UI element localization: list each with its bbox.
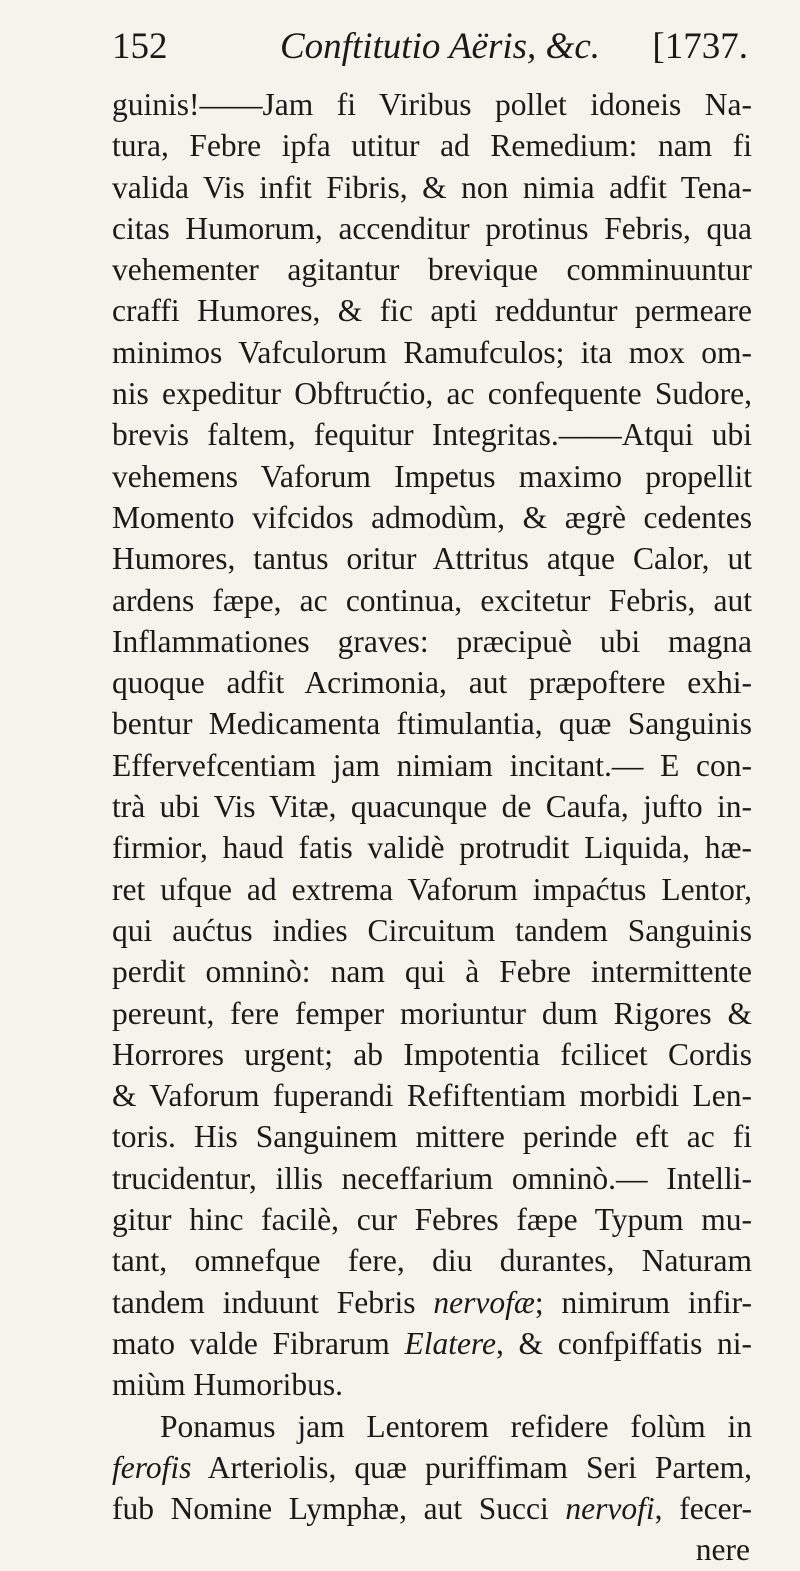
text-line: Effervefcentiam jam nimiam incitant.— E con- <box>112 747 752 783</box>
text-line: citas Humorum, accenditur protinus Febris, qua <box>112 210 752 246</box>
italic-term: ferofis <box>112 1449 192 1485</box>
text-line: bentur Medicamenta ftimulantia, quæ Sanguinis <box>112 706 752 742</box>
text-line: brevis faltem, fequitur Integritas.——Atqui ubi <box>112 417 752 453</box>
text-line: toris. His Sanguinem mittere perinde eft ac fi <box>112 1119 752 1155</box>
text-segment: mato valde Fibrarum <box>112 1325 390 1361</box>
text-segment: , fecer- <box>654 1491 752 1527</box>
italic-term: nervofi <box>565 1491 655 1527</box>
text-line: pereunt, fere femper moriuntur dum Rigores & <box>112 995 752 1031</box>
text-segment: , & confpiffatis ni- <box>496 1325 753 1361</box>
text-line <box>112 1488 752 1529</box>
text-line: Inflammationes graves: præcipuè ubi magna <box>112 623 752 659</box>
text-line: tant, omnefque fere, diu durantes, Naturam <box>112 1243 752 1279</box>
text-line: trucidentur, illis neceffarium omninò.— Intelli- <box>112 1160 752 1196</box>
italic-term: nervofæ <box>433 1284 535 1320</box>
text-line: firmior, haud fatis validè protrudit Liquida, hæ- <box>112 830 752 866</box>
text-line: Ponamus jam Lentorem refidere folùm in <box>160 1408 752 1444</box>
year-marker: [1737. <box>652 26 748 67</box>
text-segment: fub Nomine Lymphæ, aut Succi <box>112 1491 549 1527</box>
text-line <box>112 1323 752 1364</box>
catchword: nere <box>695 1532 750 1568</box>
running-title: Conftitutio Aëris, &c. <box>280 26 600 67</box>
text-segment: ; nimirum infir- <box>534 1284 752 1320</box>
text-line: miùm Humoribus. <box>112 1367 344 1403</box>
text-line: trà ubi Vis Vitæ, quacunque de Caufa, jufto in- <box>112 789 752 825</box>
text-line: qui aućtus indies Circuitum tandem Sanguinis <box>112 912 752 948</box>
text-line: nis expeditur Obftrućtio, ac confequente Sudore, <box>112 376 752 412</box>
text-line: vehementer agitantur brevique comminuuntur <box>112 252 752 288</box>
text-line: Humores, tantus oritur Attritus atque Calor, ut <box>112 541 752 577</box>
text-line: tura, Febre ipfa utitur ad Remedium: nam fi <box>112 128 752 164</box>
text-line: craffi Humores, & fic apti redduntur permeare <box>112 293 752 329</box>
text-line: quoque adfit Acrimonia, aut præpoftere exhi- <box>112 665 752 701</box>
text-line: & Vaforum fuperandi Refiftentiam morbidi Len- <box>112 1078 752 1114</box>
text-line: ardens fæpe, ac continua, excitetur Febris, aut <box>112 582 752 618</box>
text-segment: Arteriolis, quæ puriffimam Seri Partem, <box>207 1449 752 1485</box>
text-line: perdit omninò: nam qui à Febre intermittente <box>112 954 752 990</box>
text-line: guinis!——Jam fi Viribus pollet idoneis Na- <box>112 87 752 122</box>
text-line: minimos Vafculorum Ramufculos; ita mox om- <box>112 334 752 370</box>
text-line <box>112 1447 752 1488</box>
italic-term: Elatere <box>404 1325 496 1361</box>
text-line: Momento vifcidos admodùm, & ægrè cedentes <box>112 499 752 535</box>
text-line: gitur hinc facilè, cur Febres fæpe Typum mu- <box>112 1202 752 1238</box>
page-number: 152 <box>112 26 168 67</box>
text-line: valida Vis infit Fibris, & non nimia adfit Tena- <box>112 169 752 205</box>
body-text <box>112 84 752 1571</box>
text-line: Horrores urgent; ab Impotentia fcilicet Cordis <box>112 1036 752 1072</box>
running-header <box>112 16 748 78</box>
text-segment: tandem induunt Febris <box>112 1284 416 1320</box>
text-line <box>112 1282 752 1323</box>
text-line: vehemens Vaforum Impetus maximo propellit <box>112 458 752 494</box>
text-line: ret ufque ad extrema Vaforum impaćtus Lentor, <box>112 871 752 907</box>
